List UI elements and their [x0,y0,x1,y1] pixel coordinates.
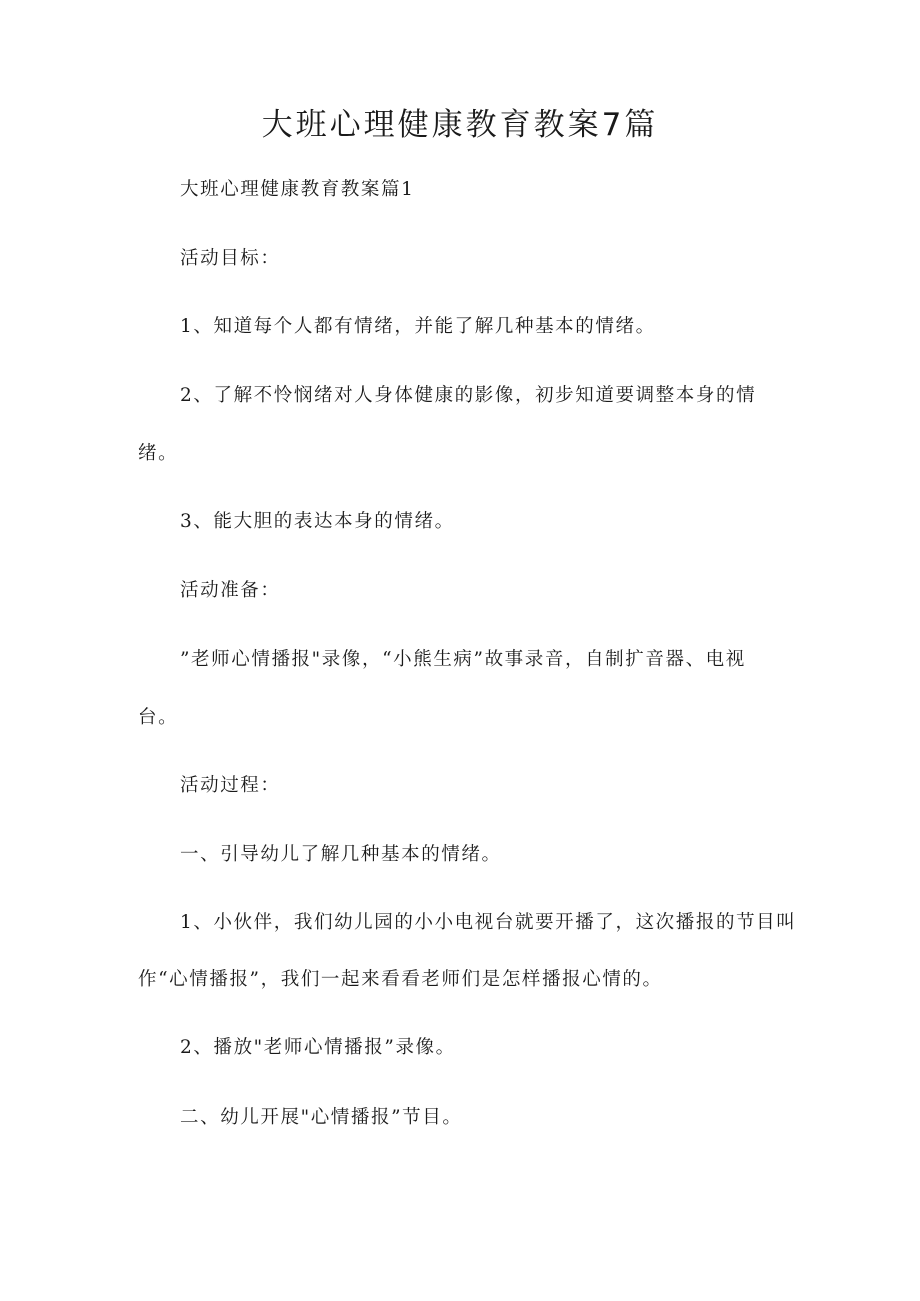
paragraph-line: 1、知道每个人都有情绪，并能了解几种基本的情绪。 [180,316,656,337]
paragraph-line-continuation: 绪。 [138,443,179,464]
paragraph-line: 2、播放"老师心情播报”录像。 [180,1037,456,1058]
section-heading: 大班心理健康教育教案篇1 [180,179,415,200]
subheading-process: 活动过程： [180,775,281,796]
paragraph-line-continuation: 作“心情播报”，我们一起来看看老师们是怎样播报心情的。 [138,969,663,990]
paragraph-line-continuation: 台。 [138,707,179,728]
paragraph-line: 1、小伙伴，我们幼儿园的小小电视台就要开播了，这次播报的节目叫 [180,912,797,933]
paragraph-line: 3、能大胆的表达本身的情绪。 [180,511,455,532]
subheading-objectives: 活动目标： [180,248,281,269]
paragraph-line: 二、幼儿开展"心情播报”节目。 [180,1107,463,1128]
paragraph-line: ”老师心情播报"录像，“小熊生病”故事录音，自制扩音器、电视 [180,649,746,670]
document-title: 大班心理健康教育教案7篇 [261,107,659,143]
paragraph-line: 2、了解不怜悯绪对人身体健康的影像，初步知道要调整本身的情 [180,385,757,406]
paragraph-line: 一、引导幼儿了解几种基本的情绪。 [180,844,502,865]
subheading-preparation: 活动准备： [180,580,281,601]
